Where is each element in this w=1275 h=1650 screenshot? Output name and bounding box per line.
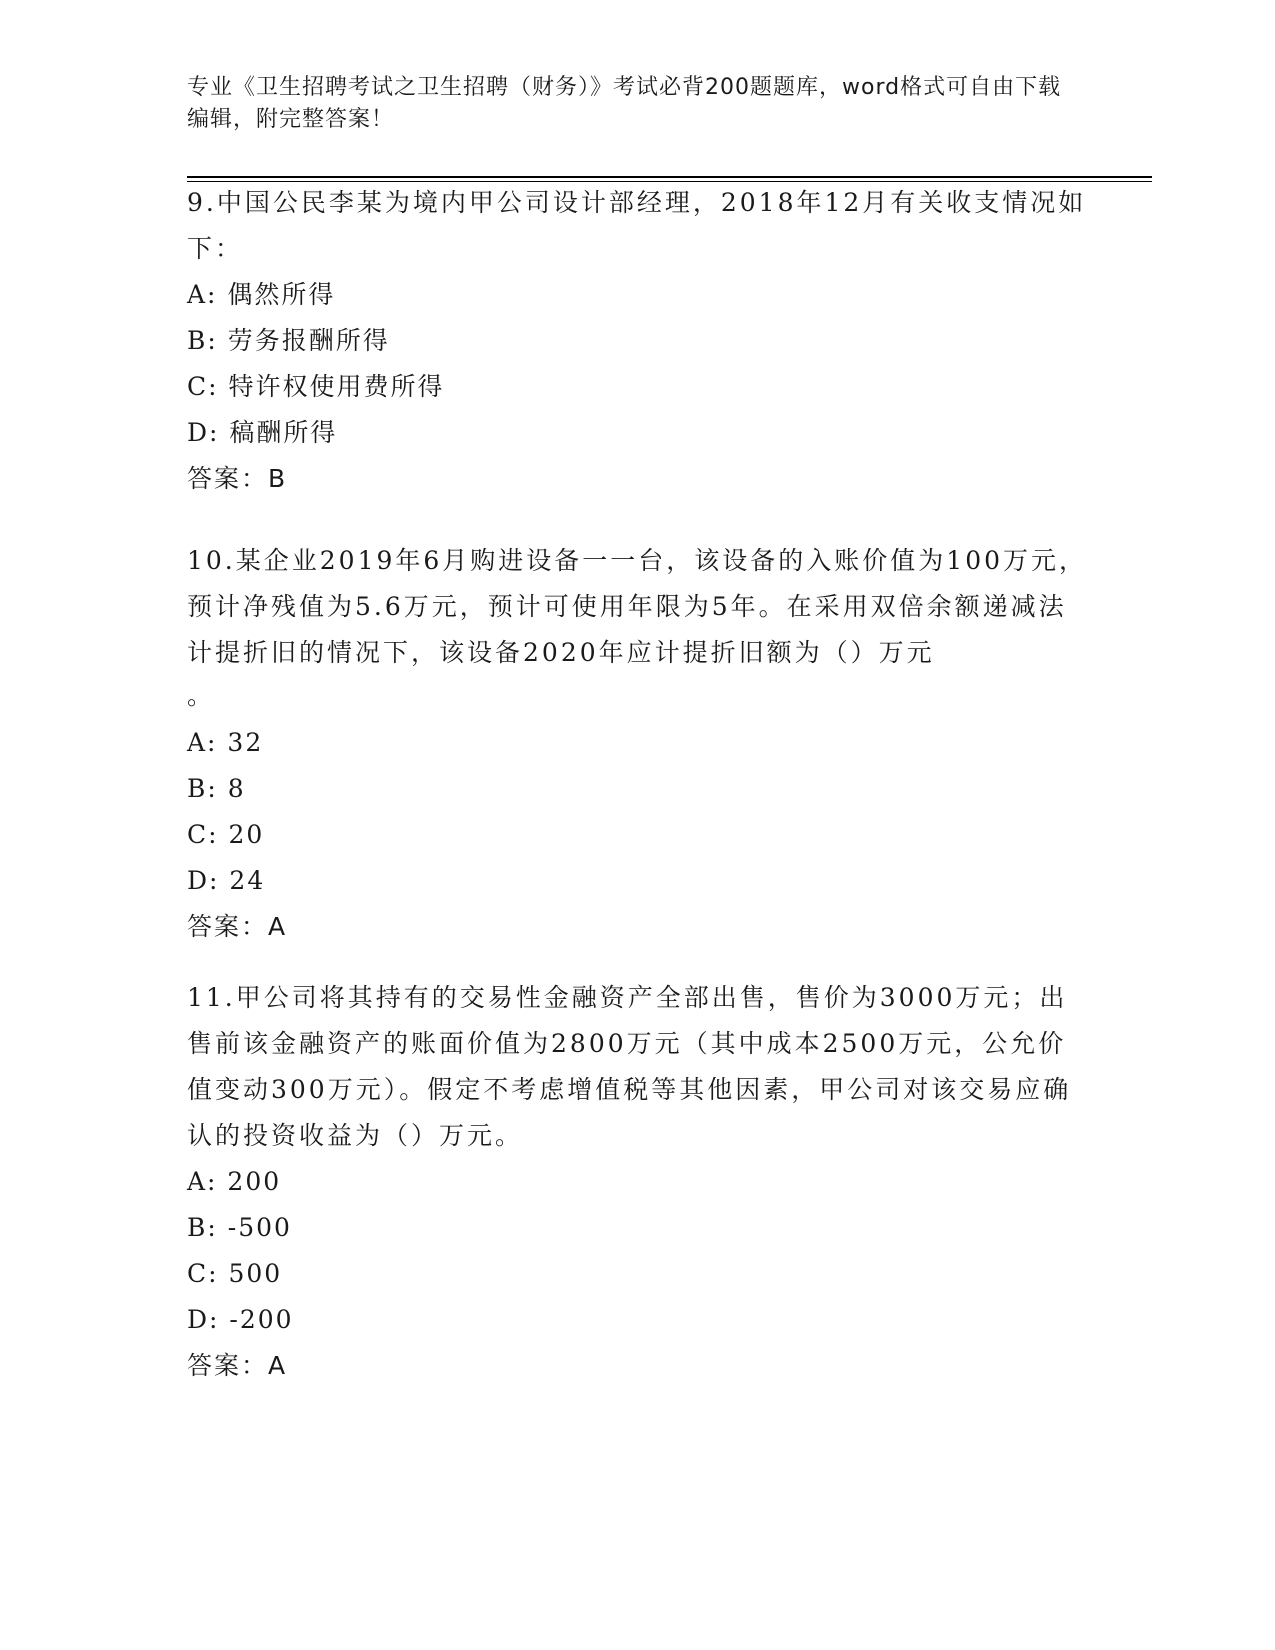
option-b: B: 8 [187, 774, 246, 803]
option-b: B: -500 [187, 1213, 292, 1242]
option-a: A: 偶然所得 [187, 280, 336, 309]
question-stem: 10.某企业2019年6月购进设备一一台，该设备的入账价值为100万元，预计净残值为5.6万元，预计可使用年限为5年。在采用双倍余额递减法计提折旧的情况下，该设备2020年应计提折旧额为（）万元 [187, 546, 1088, 667]
answer: 答案：A [187, 1351, 288, 1380]
option-d: D: -200 [187, 1305, 294, 1334]
option-d: D: 24 [187, 866, 266, 895]
option-c: C: 20 [187, 820, 265, 849]
option-a: A: 200 [187, 1167, 282, 1196]
option-d: D: 稿酬所得 [187, 418, 338, 447]
question-stem: 9.中国公民李某为境内甲公司设计部经理，2018年12月有关收支情况如下： [187, 188, 1087, 263]
question-stem: 11.甲公司将其持有的交易性金融资产全部出售，售价为3000万元；出售前该金融资产的账面价值为2800万元（其中成本2500万元，公允价值变动300万元）。假定不考虑增值税等其他因素，甲公司对该交易应确认的投资收益为（）万元。 [187, 983, 1072, 1150]
question-10 [187, 538, 1087, 950]
header-divider-thick [187, 176, 1152, 178]
question-11 [187, 975, 1087, 1389]
answer: 答案：B [187, 464, 288, 493]
option-c: C: 500 [187, 1259, 283, 1288]
header-text: 专业《卫生招聘考试之卫生招聘（财务）》考试必背200题题库，word格式可自由下载编辑，附完整答案！ [187, 75, 1062, 132]
question-stem-tail: 。 [187, 681, 216, 710]
answer: 答案：A [187, 912, 288, 941]
document-header [187, 72, 1067, 136]
option-c: C: 特许权使用费所得 [187, 372, 445, 401]
option-a: A: 32 [187, 728, 264, 757]
question-9 [187, 180, 1087, 502]
option-b: B: 劳务报酬所得 [187, 326, 390, 355]
